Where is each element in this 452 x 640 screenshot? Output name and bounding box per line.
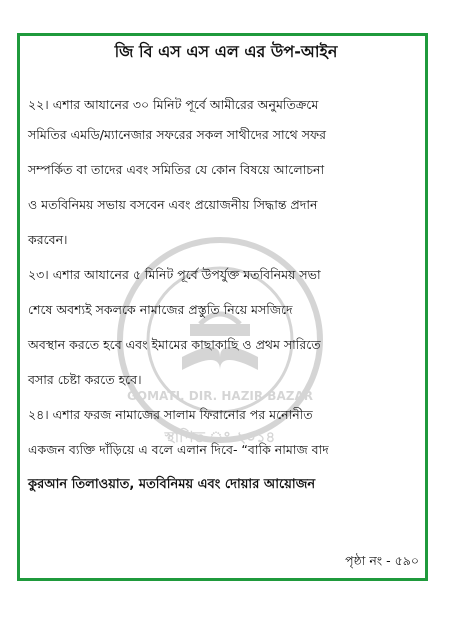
- text-line-5: করবেন।: [28, 232, 68, 247]
- text-line-4: ও মতবিনিময় সভায় বসবেন এবং প্রয়োজনীয় সিদ্ধান্ত প্রদান: [28, 197, 318, 212]
- text-line-1: ২২। এশার আযানের ৩০ মিনিট পূর্বে আমীরের অনুমতিক্রমে: [28, 97, 319, 112]
- text-line-3: সম্পর্কিত বা তাদের এবং সমিতির যে কোন বিষয়ে আলোচনা: [28, 162, 325, 177]
- text-line-7: শেষে অবশ্যই সকলকে নামাজের প্রস্তুতি নিয়ে মসজিদে: [28, 302, 293, 317]
- page-number: পৃষ্ঠা নং - ৫৯০: [345, 553, 419, 568]
- document-title: জি বি এস এস এল এর উপ-আইন: [114, 42, 338, 61]
- text-line-6: ২৩। এশার আযানের ৫ মিনিট পূর্বে উপর্যুক্ত মতবিনিময় সভা: [28, 267, 321, 282]
- text-line-11: একজন ব্যক্তি দাঁড়িয়ে এ বলে এলান দিবে- “বাকি নামাজ বাদ: [28, 442, 329, 457]
- text-line-9: বসার চেষ্টা করতে হবে।: [28, 372, 142, 387]
- text-line-8: অবস্থান করতে হবে এবং ইমামের কাছাকাছি ও প্রথম সারিতে: [28, 337, 321, 352]
- watermark-location: GOMATI, DIR. HAZIR BAZAR: [127, 389, 313, 403]
- text-line-12: কুরআন তিলাওয়াত, মতবিনিময় এবং দোয়ার আয়োজন: [28, 477, 316, 492]
- text-line-2: সমিতির এমডি/ম্যানেজার সফরের সকল সাথীদের সাথে সফর: [28, 127, 327, 142]
- watermark-established: স্থাপিত ঃ ২০১৪: [164, 428, 276, 446]
- text-line-10: ২৪। এশার ফরজ নামাজের সালাম ফিরানোর পর মনোনীত: [28, 407, 313, 422]
